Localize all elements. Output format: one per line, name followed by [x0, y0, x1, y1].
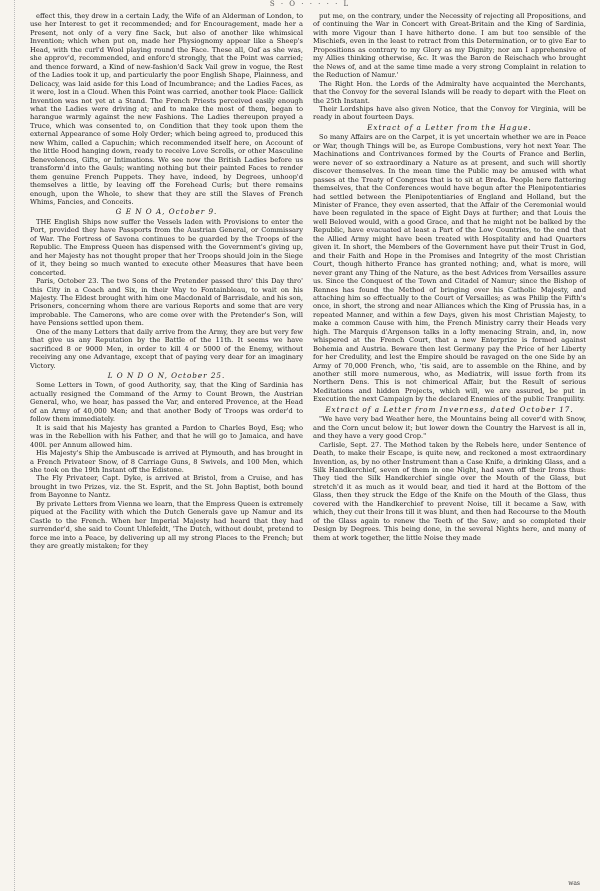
paragraph: So many Affairs are on the Carpet, it is yet uncertain whether we are in Peace or War, though Things will be, as Europe Combustions, very hot next Year. The Machinations and Contrivances formed by the Courts of France and Berlin, were never of so extraordinary a Nature as at present, and such will shortly discover themselves. In the mean time the Public may be amused with what passes at the Treaty of Congress that is to sit at Breda. People here flattering themselves, that the Conferences would have begun after the Plenipotentiaries had settled between the Plenipotentiaries of England and Holland, but the Minister of France, they even asserted, that the Affair of the Ceremonial would have been regulated in the space of Eight Days at further; and that Louis the well Beloved would, with a good Grace, and that he might not be balked by the Republic, have evacuated at least a Part of the Low Countries, to the end that the Allied Army might have been treated with Hospitality and had Quarters given it. In short, the Members of the Government have put their Trust in God, and their Faith and Hope in the Promises and Integrity of the most Christian Court, though hitherto France has granted nothing; and, what is more, will never grant any Thing of the Nature, as the best Advices from Versailles assure us. Since the Conquest of the Town and Citadel of Namur; since the Bishop of Rennes has found the Method of bringing over his Catholic Majesty, and attaching him so effectually to the Court of Versailles; as was Philip the Fifth's once, in short, the strong and near Alliances which the King of Prussia has, in a repeated Manner, and within a few Days, given his most Christian Majesty, to make a common Cause with him, the French Ministry carry their Heads very high. The Marquis d'Argenson talks in a lofty menacing Strain, and, in, now whispered at the French Court, that a new Enterprize is formed against Bohemia and Austria. Beware then lest Germany pay the Price of her Liberty for her Credulity, and lest the Empire should be ravaged on the one Side by an Army of 70,000 French, who, 'tis said, are to assemble on the Rhine, and by another still more numerous, who, as Mediatrix, will issue forth from its Northern Dens. This is not chimerical Affair, but the Result of serious Meditations and hidden Projects, which will, we are assured, be put in Execution the next Campaign by the declared Enemies of the public Tranquility. [313, 133, 586, 404]
paragraph: Some Letters in Town, of good Authority, say, that the King of Sardinia has actually resigned the Command of the Army to Count Brown, the Austrian General, who, we hear, has passed the Var, and entered Provence, at the Head of an Army of 40,000 Men; and that another Body of Troops was order'd to follow them immediately. [30, 381, 303, 424]
paragraph: Paris, October 23. The two Sons of the Pretender passed thro' this Day thro' this City in a Coach and Six, in their Way to Fontainbleau, to wait on his Majesty. The Eldest brought with him one Macdonald of Barrisdale, and his son, Prisoners, concerning whom there are various Reports and some that are very improbable. The Camerons, who are come over with the Pretender's Son, will have Pensions settled upon them. [30, 277, 303, 328]
paragraph: One of the many Letters that daily arrive from the Army, they are but very few that give us any Reputation by the Battle of the 11th. It seems we have sacrificed 8 or 9000 Men, in order to kill 4 or 5000 of the Enemy, without receiving any one Advantage, except that of paying very dear for an imaginary Victory. [30, 327, 303, 370]
paragraph: By private Letters from Vienna we learn, that the Empress Queen is extremely piqued at the Facility with which the Dutch Generals gave up Namur and its Castle to the French. When her Imperial Majesty had heard that they had surrender'd, she said to Count Uhlefeldt, 'The Dutch, without doubt, pretend to force me into a Peace, by delivering up all my strong Places to the French; but they are greatly mistaken; for they [30, 499, 303, 551]
left-column [30, 12, 303, 874]
binding-gutter [8, 0, 15, 891]
paragraph: put me, on the contrary, under the Necessity of rejecting all Propositions, and of continuing the War in Concert with Great-Britain and the King of Sardinia, with more Vigour than I have hitherto done. I am but too sensible of the Mischiefs, even in the least to retract from this Determination, or to give Ear to Propositions as contrary to my Glory as my Dignity; nor am I apprehensive of my Allies thinking otherwise, &c. It was the Baron de Reischach who brought the News of, and at the same time made a very strong Complaint in relation to the Reduction of Namur.' [313, 12, 586, 80]
paragraph: The Right Hon. the Lords of the Admiralty have acquainted the Merchants, that the Convoy for the several Islands will be ready to depart with the Fleet on the 25th Instant. [313, 79, 586, 105]
paragraph: His Majesty's Ship the Ambuscade is arrived at Plymouth, and has brought in a French Privateer Snow, of 8 Carriage Guns, 8 Swivels, and 100 Men, which she took on the 19th Instant off the Edistone. [30, 449, 303, 475]
column-container [30, 12, 586, 874]
header-fragment: S · O · · · · · L [269, 0, 351, 8]
section-heading: Extract of a Letter from Inverness, dated October 17. [325, 404, 574, 414]
paragraph: effect this, they drew in a certain Lady, the Wife of an Alderman of London, to use her Interest to get it recommended; and for Encouragement, made her a Present, not only of a very fine Sack, but also of another like whimsical Invention; which when put on, made her Physiognomy appear like a Sheep's Head, with the curl'd Wool playing round the Face. These all, Oaf as she was, she approv'd, recommended, and enforc'd strongly, that the Point was carried; and thence forward, a Kind of new-fashion'd Sack Vail grew in vogue, the Rest of the Ladies took it up, and particularly the poor English Shape, Plainness, and Delicacy, was laid aside for this Load of Incumbrance; and the Ladies Faces, as it were, lost in a Cloud. When this Point was carried, another took Place: Gallick Invention was not yet at a Stand. The French Priests perceived easily enough what the Ladies were driving at; and to make the most of them, began to harangue warmly against the new Fashions. The Ladies thereupon prayed a Truce, which was consented to, on Condition that they took upon them the external Appearance of some Holy Order; which being agreed to, produced this new Whim, called a Capuchin; which recommended itself here, on Account of the little Hood hanging down, ready to receive Love Scrolls, or other Masculine Benevolences, Gifts, or Intimations. We see now the British Ladies before us transform'd into the Gauls; wanting nothing but their painted Faces to render them genuine French Puppets. They have, indeed, by Degrees, unhoop'd themselves a little, by leaving off the Forehead Curls; but there remains enough, upon the Whole, to shew that they are still the Slaves of French Whims, Fancies, and Conceits. [30, 12, 303, 206]
paragraph: THE English Ships now suffer the Vessels laden with Provisions to enter the Port, provided they have Passports from the Austrian General, or Commissary of War. The Fortress of Savona continues to be guarded by the Troops of the Republic. The Empress Queen has dispensed with the Government's giving up, and her Majesty has not thought proper that her Troops should join in the Siege of it, they being so much wanted to execute other Measures that have been concerted. [30, 217, 303, 277]
section-heading: G E N O A, October 9. [115, 207, 218, 217]
paragraph: Their Lordships have also given Notice, that the Convoy for Virginia, will be ready in about fourteen Days. [313, 104, 586, 122]
paragraph: Carlisle, Sept. 27. The Method taken by the Rebels here, under Sentence of Death, to make their Escape, is quite new, and reckoned a most extraordinary Invention, as, by no other Instrument than a Case Knife, a drinking Glass, and a Silk Handkerchief, seven of them in one Night, had sawn off their Irons thus: They tied the Silk Handkerchief single over the Mouth of the Glass, but stretch'd it as much as it would bear, and tied it hard at the Bottom of the Glass, then they struck the Edge of the Knife on the Mouth of the Glass, thus covered with the Handkerchief to prevent Noise, till it became a Saw, with which, they cut their Irons till it was blunt, and then had Recourse to the Mouth of the Glass again to renew the Teeth of the Saw; and so completed their Design by Degrees. This being done, in the several Nights here, and many of them at work together, the little Noise they made [313, 440, 586, 542]
paragraph: It is said that his Majesty has granted a Pardon to Charles Boyd, Esq; who was in the Rebellion with his Father, and that he will go to Jamaica, and have 400l. per Annum allowed him. [30, 423, 303, 449]
section-heading: Extract of a Letter from the Hague. [367, 122, 532, 132]
catchword: was [568, 880, 580, 887]
right-column [313, 12, 586, 874]
paragraph: "We have very bad Weather here, the Mountains being all cover'd with Snow, and the Corn uncut below it; but lower down the Country the Harvest is all in, and they have a very good Crop." [313, 415, 586, 441]
section-heading: L O N D O N, October 25. [107, 371, 226, 381]
paragraph: The Fly Privateer, Capt. Dyke, is arrived at Bristol, from a Cruise, and has brought in two Prizes, viz. the St. Esprit, and the St. John Baptist, both bound from Bayonne to Nantz. [30, 474, 303, 500]
